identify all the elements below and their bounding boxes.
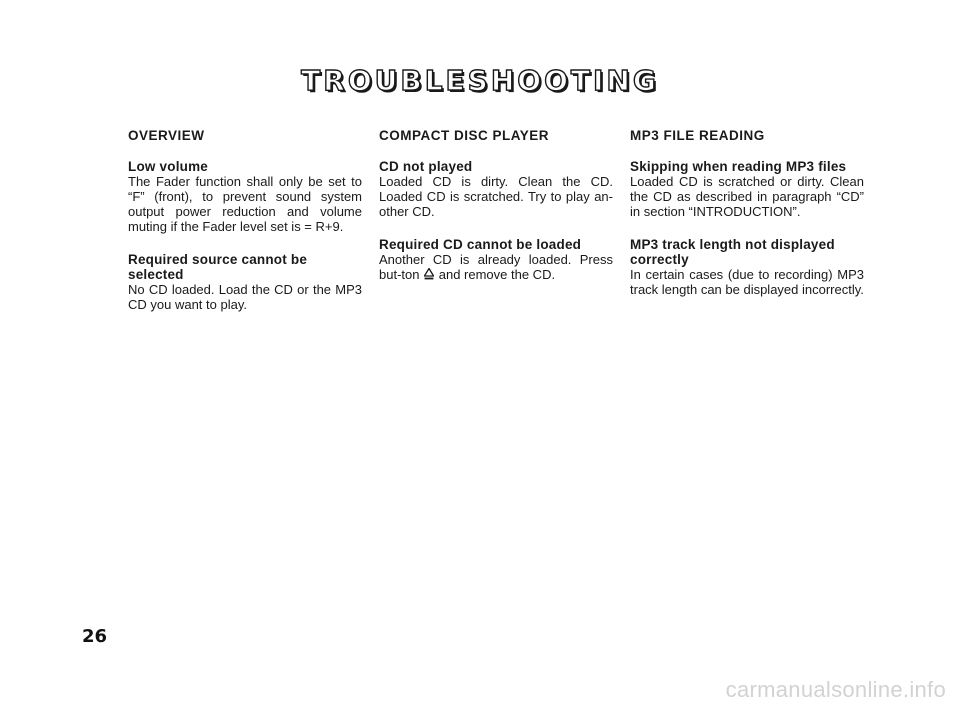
entry-mp3-length — [630, 237, 864, 297]
entry-low-volume — [128, 159, 362, 234]
column-compact-disc-player — [379, 128, 613, 300]
entry-title: CD not played — [379, 159, 473, 174]
watermark: carmanualsonline.info — [725, 677, 946, 702]
entry-cd-not-played — [379, 159, 613, 219]
column-overview — [128, 128, 362, 330]
page-title: TROUBLESHOOTING — [301, 64, 659, 97]
column-mp3-file-reading — [630, 128, 864, 315]
entry-body: The Fader function shall only be set to “F” (front), to prevent sound system output power reduction and volume muting if the Fader level set is = R+9. — [128, 174, 362, 234]
entry-title: Skipping when reading MP3 files — [630, 159, 847, 174]
section-heading: MP3 FILE READING — [630, 128, 765, 143]
entry-body: Loaded CD is scratched or dirty. Clean the CD as described in paragraph “CD” in section “INTRODUCTION”. — [630, 174, 864, 219]
entry-title: Low volume — [128, 159, 209, 174]
entry-body: In certain cases (due to recording) MP3 track length can be displayed incorrectly. — [630, 267, 864, 297]
entry-title: MP3 track length not displayed correctly — [630, 237, 835, 267]
entry-body: No CD loaded. Load the CD or the MP3 CD you want to play. — [128, 282, 362, 312]
entry-body-text: Another CD is already loaded. Press but-ton — [379, 252, 613, 282]
eject-icon — [424, 268, 434, 280]
entry-cd-cannot-load — [379, 237, 613, 282]
section-heading: OVERVIEW — [128, 128, 205, 143]
entry-source-not-selected — [128, 252, 362, 312]
entry-body — [379, 252, 613, 282]
page-number: 26 — [82, 626, 108, 647]
entry-body: Loaded CD is dirty. Clean the CD. Loaded CD is scratched. Try to play an-other CD. — [379, 174, 613, 219]
section-heading: COMPACT DISC PLAYER — [379, 128, 550, 143]
entry-skipping-mp3 — [630, 159, 864, 219]
entry-body-text: and remove the CD. — [438, 267, 556, 282]
entry-title: Required CD cannot be loaded — [379, 237, 582, 252]
entry-title: Required source cannot be selected — [128, 252, 308, 282]
